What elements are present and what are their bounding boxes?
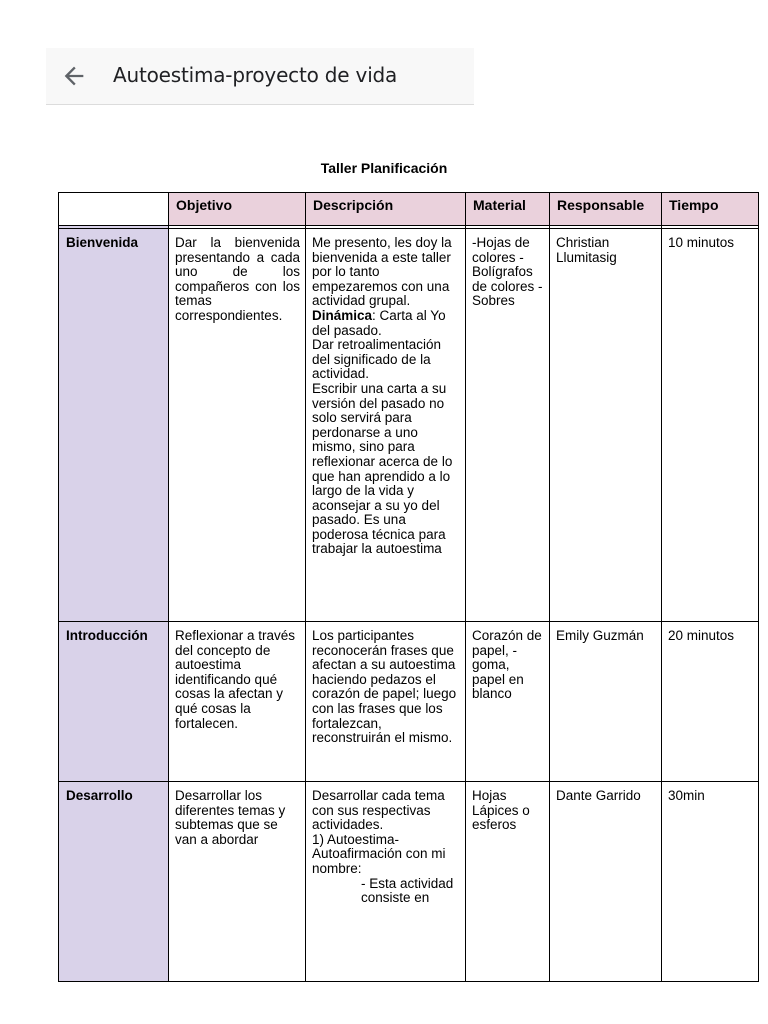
description-line3: Escribir una carta a su versión del pasado no solo servirá para perdonarse a uno mismo, sino para reflexionar acerca de lo que han aprendido a lo largo de la vida y aconsejar a su yo del pasado. Es una poderosa técnica para trabajar la autoestima xyxy=(312,380,453,557)
row-responsible: Emily Guzmán xyxy=(550,622,662,782)
page-heading: Taller Planificación xyxy=(320,160,448,176)
table-viewport[interactable] xyxy=(58,192,735,934)
planning-table xyxy=(58,192,759,982)
row-responsible: Dante Garrido xyxy=(550,782,662,982)
row-time: 10 minutos xyxy=(662,229,759,622)
description-sub1: - Esta actividad consiste en xyxy=(361,875,454,906)
row-objective: Desarrollar los diferentes temas y subtemas que se van a abordar xyxy=(169,782,306,982)
row-material: -Hojas de colores - Bolígrafos de colores - Sobres xyxy=(466,229,550,622)
header-cell-blank xyxy=(59,193,169,226)
row-material: Hojas Lápices o esferos xyxy=(466,782,550,982)
header-cell-objetivo: Objetivo xyxy=(169,193,306,226)
row-stage: Desarrollo xyxy=(59,782,169,982)
row-description: Los participantes reconocerán frases que afectan a su autoestima haciendo pedazos el corazón de papel; luego con las frases que los fortalezcan, reconstruirán el mismo. xyxy=(306,622,466,782)
row-description xyxy=(306,782,466,982)
row-material: Corazón de papel, - goma, papel en blanco xyxy=(466,622,550,782)
dynamic-label: Dinámica xyxy=(312,307,373,323)
header-cell-material: Material xyxy=(466,193,550,226)
header-cell-responsable: Responsable xyxy=(550,193,662,226)
back-button[interactable] xyxy=(60,62,88,90)
table-header-row xyxy=(59,193,759,226)
row-responsible: Christian Llumitasig xyxy=(550,229,662,622)
description-item1: 1) Autoestima- Autoafirmación con mi nombre: xyxy=(312,831,446,876)
row-stage: Bienvenida xyxy=(59,229,169,622)
row-objective: Dar la bienvenida presentando a cada uno de los compañeros con los temas correspondientes. xyxy=(169,229,306,622)
description-intro: Me presento, les doy la bienvenida a este taller por lo tanto empezaremos con una actividad grupal. xyxy=(312,235,452,309)
header-cell-tiempo: Tiempo xyxy=(662,193,759,226)
header-cell-descripcion: Descripción xyxy=(306,193,466,226)
row-time: 20 minutos xyxy=(662,622,759,782)
app-header xyxy=(46,48,474,105)
table-row xyxy=(59,229,759,622)
description-line2: Dar retroalimentación del significado de la actividad. xyxy=(312,337,442,382)
description-intro: Desarrollar cada tema con sus respectivas actividades. xyxy=(312,788,445,833)
row-stage: Introducción xyxy=(59,622,169,782)
table-row xyxy=(59,782,759,982)
row-objective: Reflexionar a través del concepto de autoestima identificando qué cosas la afectan y qué cosas la fortalecen. xyxy=(169,622,306,782)
row-time: 30min xyxy=(662,782,759,982)
document-title: Autoestima-proyecto de vida xyxy=(113,63,398,87)
dynamic-text: : Carta al Yo del pasado. xyxy=(312,307,446,338)
row-description xyxy=(306,229,466,622)
arrow-left-icon xyxy=(60,62,88,90)
table-row xyxy=(59,622,759,782)
